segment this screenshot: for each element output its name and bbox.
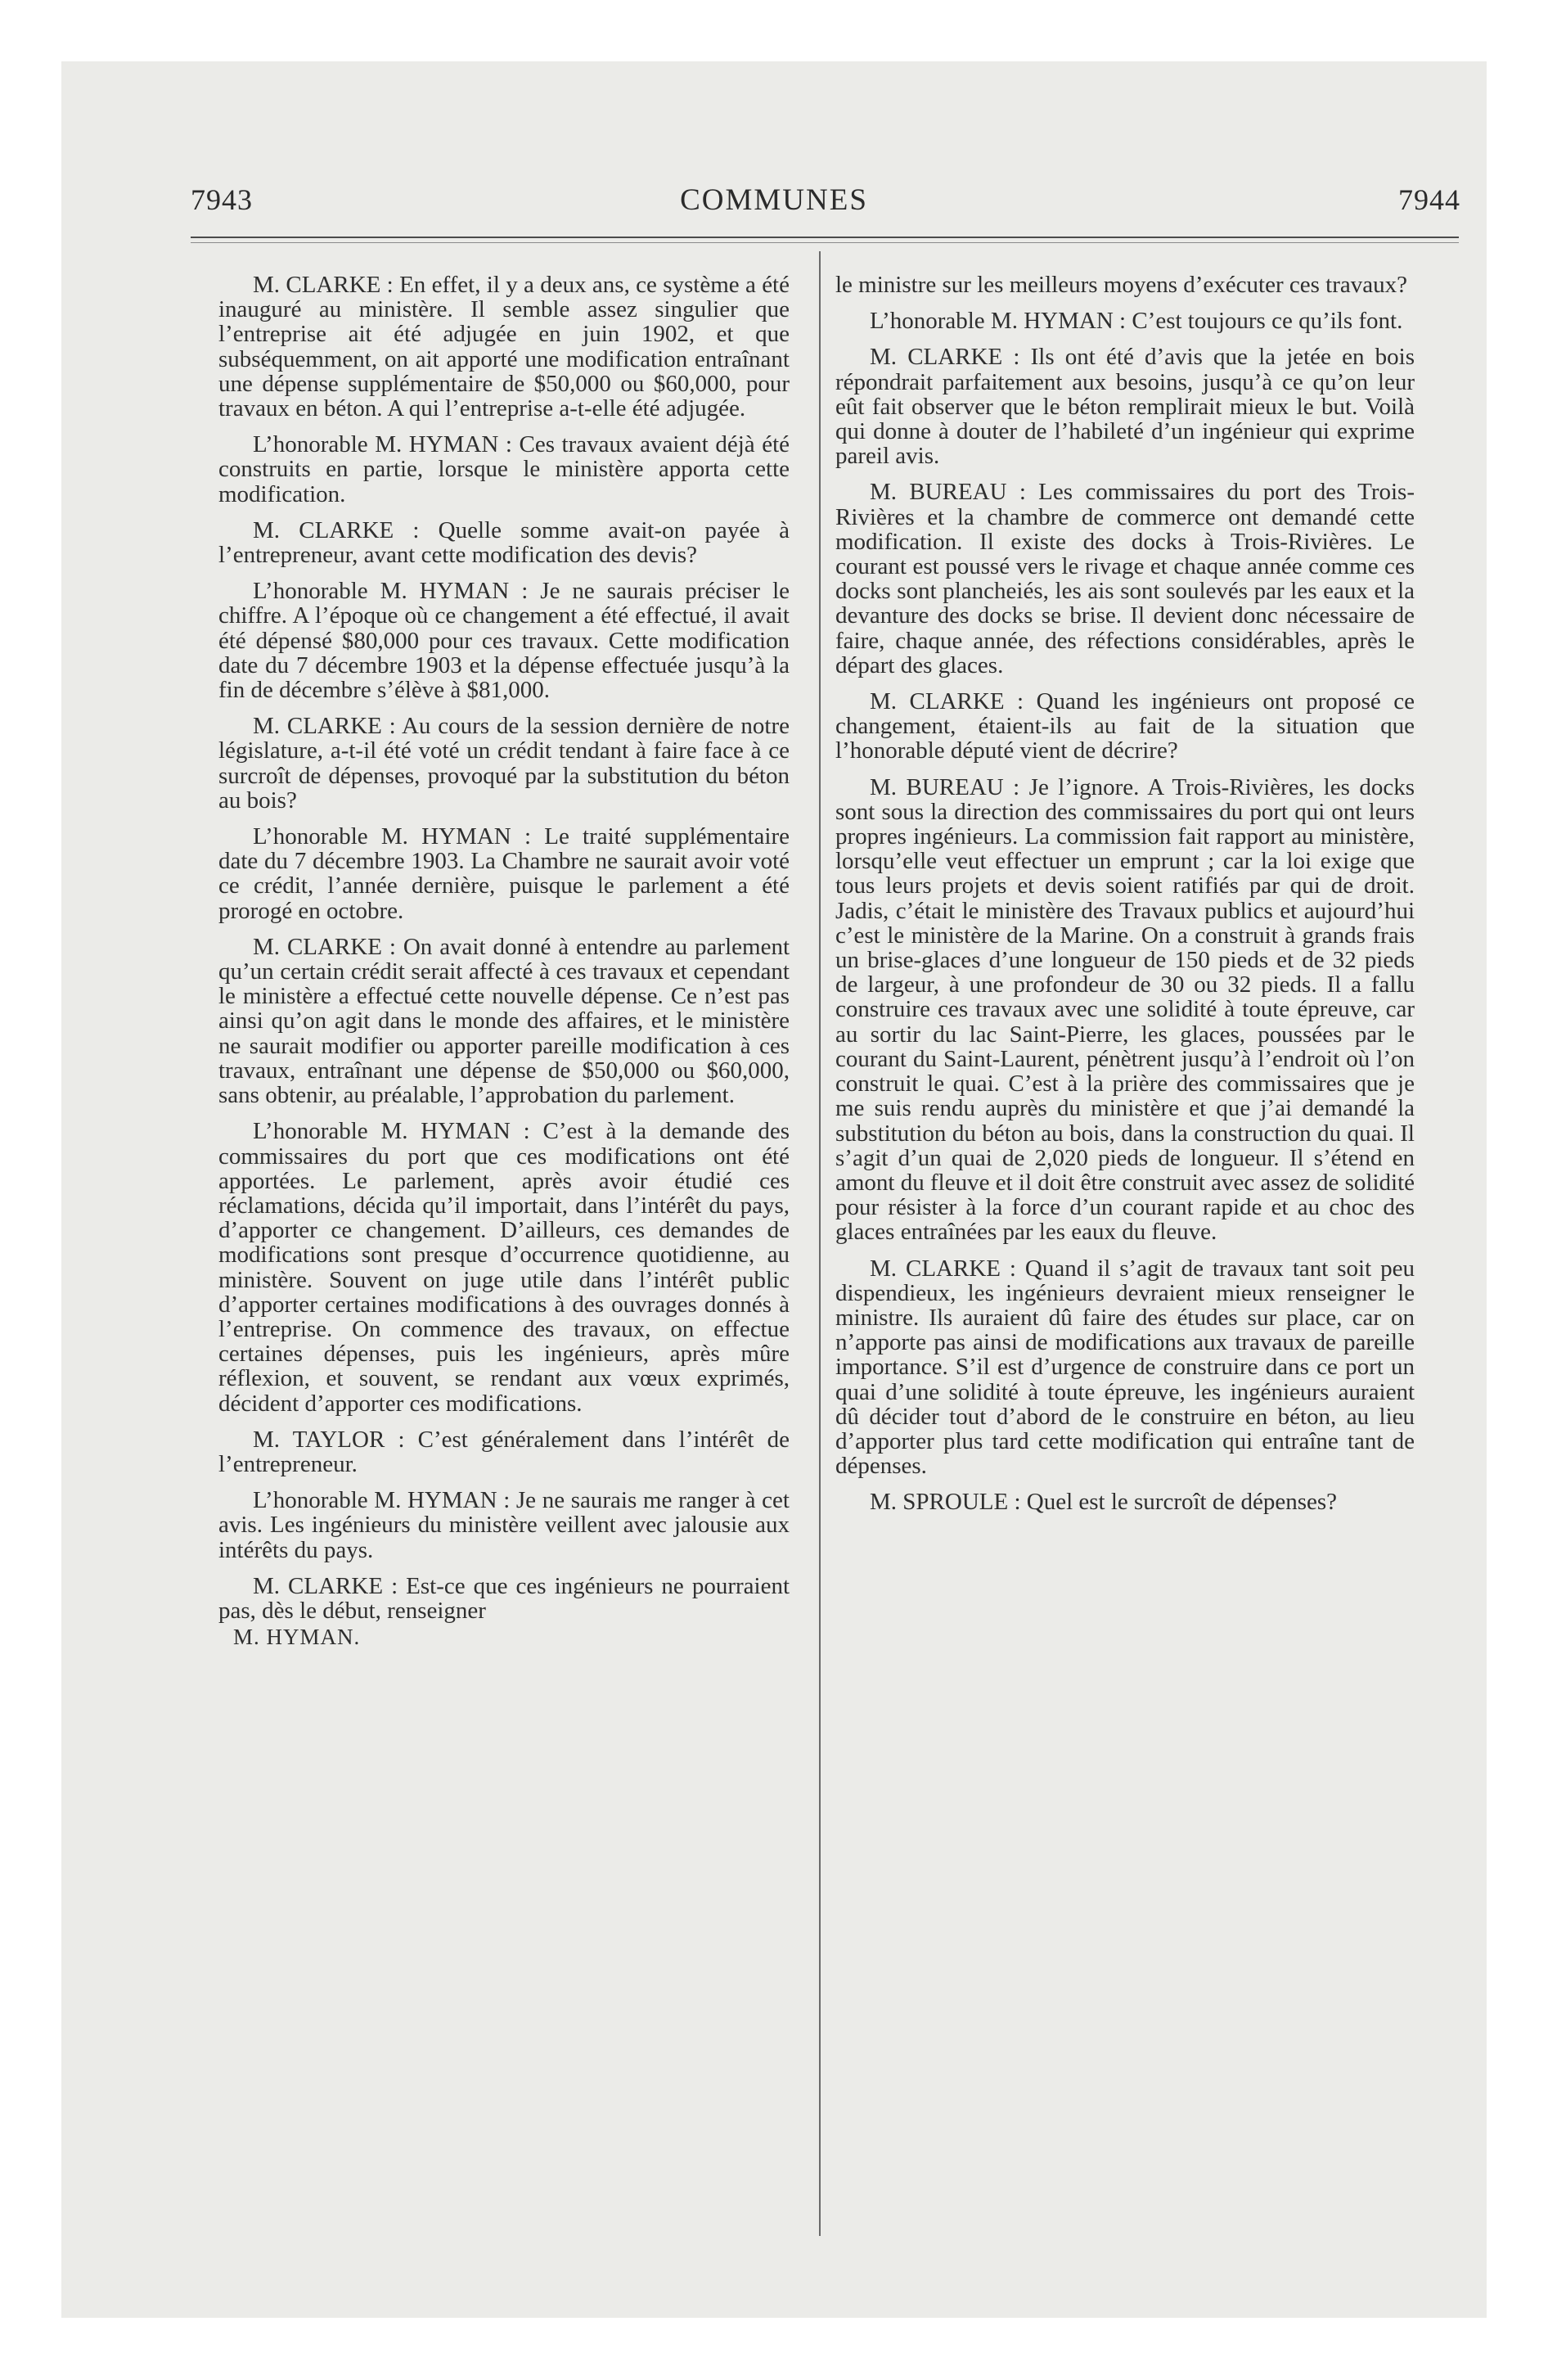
page-number-left: 7943 bbox=[191, 183, 253, 216]
paragraph: M. BUREAU : Les commissaires du port des Trois-Rivières et la chambre de commerce ont demandé cette modification. Il existe des docks à Trois-Rivières. Le courant est poussé vers le rivage et chaque année comme ces docks sont plancheiés, les ais sont soulevés par les eaux et la devanture des docks se brise. Il devient donc nécessaire de faire, chaque année, des réfections considérables, après le départ des glaces. bbox=[835, 479, 1415, 678]
paragraph: M. CLARKE : Quand les ingénieurs ont proposé ce changement, étaient-ils au fait de la situation que l’honorable député vient de décrire? bbox=[835, 688, 1415, 764]
page-number-right: 7944 bbox=[1398, 183, 1460, 216]
column-divider bbox=[819, 251, 821, 2236]
paragraph: M. CLARKE : Au cours de la session dernière de notre législature, a-t-il été voté un crédit tendant à faire face à ce surcroît de dépenses, provoqué par la substitution du béton au bois? bbox=[218, 713, 790, 814]
scanned-page bbox=[61, 61, 1487, 2318]
paragraph: M. CLARKE : Quelle somme avait-on payée à l’entrepreneur, avant cette modification des devis? bbox=[218, 516, 790, 569]
paragraph: M. CLARKE : Ils ont été d’avis que la jetée en bois répondrait parfaitement aux besoins, jusqu’à ce qu’on leur eût fait observer que le béton remplirait mieux le but. Voilà qui donne à douter de l’habileté d’un ingénieur qui exprime pareil avis. bbox=[835, 344, 1415, 470]
paragraph: M. CLARKE : Est-ce que ces ingénieurs ne pourraient pas, dès le début, renseigner bbox=[218, 1572, 790, 1624]
paragraph: L’honorable M. HYMAN : Je ne saurais me ranger à cet avis. Les ingénieurs du ministère veillent avec jalousie aux intérêts du pays. bbox=[218, 1487, 790, 1563]
paragraph: M. CLARKE : En effet, il y a deux ans, ce système a été inauguré au ministère. Il semble assez singulier que l’entreprise ait été adjugée en juin 1902, et que subséquemment, on ait apporté une modification entraînant une dépense supplémentaire de $50,000 ou $60,000, pour travaux en béton. A qui l’entreprise a-t-elle été adjugée. bbox=[218, 272, 790, 422]
paragraph: M. CLARKE : Quand il s’agit de travaux tant soit peu dispendieux, les ingénieurs devraient mieux renseigner le ministre. Ils auraient dû faire des études sur place, car on n’apporte pas ainsi de modifications aux travaux de pareille importance. S’il est d’urgence de construire dans ce port un quai d’une solidité à toute épreuve, les ingénieurs auraient dû décider tout d’abord de le construire en béton, au lieu d’apporter plus tard cette modification qui entraîne tant de dépenses. bbox=[835, 1255, 1415, 1480]
right-column bbox=[835, 273, 1415, 1526]
paragraph: M. BUREAU : Je l’ignore. A Trois-Rivières, les docks sont sous la direction des commissaires du port qui ont leurs propres ingénieurs. La commission fait rapport au ministère, lorsqu’elle veut effectuer un emprunt ; car la loi exige que tous leurs projets et devis soient ratifiés par qui de droit. Jadis, c’était le ministère des Travaux publics et aujourd’hui c’est le ministère de la Marine. On a construit à grands frais un brise-glaces d’une longueur de 150 pieds et de 32 pieds de largeur, à une profondeur de 30 ou 32 pieds. Il a fallu construire ces travaux avec une solidité à toute épreuve, car au sortir du lac Saint-Pierre, les glaces, poussées par le courant du Saint-Laurent, pénètrent jusqu’à l’endroit où l’on construit le quai. C’est à la prière des commissaires que je me suis rendu auprès du ministère et que j’ai demandé la substitution du béton au bois, dans la construction du quai. Il s’agit d’un quai de 2,020 pieds de longueur. Il s’étend en amont du fleuve et il doit être construit avec assez de solidité pour résister à la force d’un courant rapide et au choc des glaces entraînées par les eaux du fleuve. bbox=[835, 773, 1415, 1246]
header-rule bbox=[191, 237, 1459, 238]
paragraph-continued: le ministre sur les meilleurs moyens d’exécuter ces travaux? bbox=[835, 272, 1407, 298]
running-title: COMMUNES bbox=[680, 183, 868, 217]
left-column bbox=[218, 273, 790, 1649]
paragraph: L’honorable M. HYMAN : Ces travaux avaient déjà été construits en partie, lorsque le ministère apporta cette modification. bbox=[218, 431, 790, 507]
paragraph: M. CLARKE : On avait donné à entendre au parlement qu’un certain crédit serait affecté à ces travaux et cependant le ministère a effectué cette nouvelle dépense. Ce n’est pas ainsi qu’on agit dans le monde des affaires, et le ministère ne saurait modifier ou apporter pareille modification à ces travaux, entraînant une dépense de $50,000 ou $60,000, sans obtenir, au préalable, l’approbation du parlement. bbox=[218, 933, 790, 1109]
paragraph: L’honorable M. HYMAN : Le traité supplémentaire date du 7 décembre 1903. La Chambre ne saurait avoir voté ce crédit, l’année dernière, puisque le parlement a été prorogé en octobre. bbox=[218, 823, 790, 924]
paragraph: L’honorable M. HYMAN : Je ne saurais préciser le chiffre. A l’époque où ce changement a été effectué, il avait été dépensé $80,000 pour ces travaux. Cette modification date du 7 décembre 1903 et la dépense effectuée jusqu’à la fin de décembre s’élève à $81,000. bbox=[218, 578, 790, 704]
paragraph: M. SPROULE : Quel est le surcroît de dépenses? bbox=[870, 1489, 1338, 1516]
paragraph: L’honorable M. HYMAN : C’est toujours ce qu’ils font. bbox=[870, 308, 1403, 335]
paragraph: M. TAYLOR : C’est généralement dans l’intérêt de l’entrepreneur. bbox=[218, 1426, 790, 1477]
header-rule-thin bbox=[191, 242, 1459, 243]
column-signature: M. HYMAN. bbox=[233, 1625, 361, 1650]
paragraph: L’honorable M. HYMAN : C’est à la demande des commissaires du port que ces modifications ont été apportées. Le parlement, après avoir étudié ces réclamations, décida qu’il importait, dans l’intérêt du pays, d’apporter ce changement. D’ailleurs, ces demandes de modifications sont presque d’occurrence quotidienne, au ministère. Souvent on juge utile dans l’intérêt public d’apporter certaines modifications à des ouvrages donnés à l’entreprise. On commence des travaux, on effectue certaines dépenses, puis les ingénieurs, après mûre réflexion, et souvent, se rendant aux vœux exprimés, décident d’apporter ces modifications. bbox=[218, 1118, 790, 1417]
